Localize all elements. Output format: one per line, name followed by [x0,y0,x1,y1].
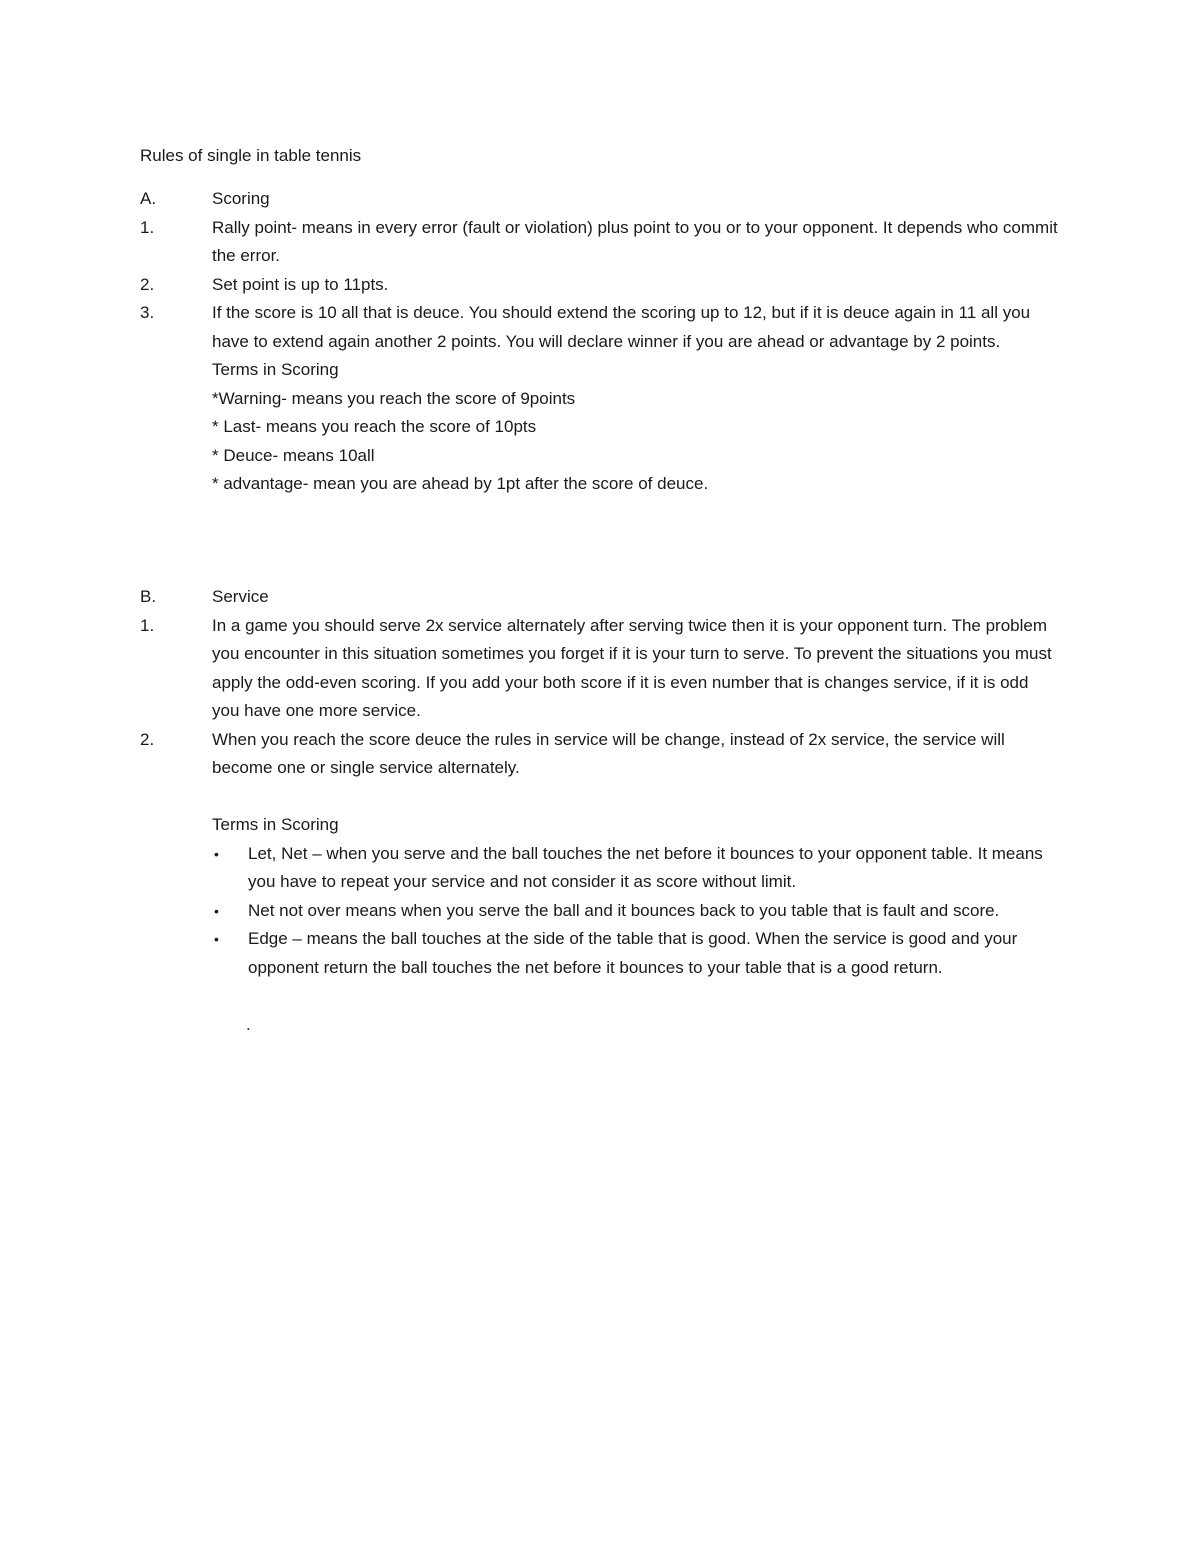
blank-line [140,982,1060,1011]
section-heading-row [140,583,1060,612]
term-line: * Deuce- means 10all [212,445,375,465]
list-item-number: 2. [140,274,155,294]
list-item [140,612,1060,726]
blank-line [140,783,1060,812]
bullet-item [140,840,1060,897]
bullet-text: Let, Net – when you serve and the ball touches the net before it bounces to your opponent table. It means you have to repeat your service and not consider it as score without limit. [248,843,1043,891]
list-item [140,726,1060,783]
list-item [140,271,1060,300]
list-item-number: 2. [140,729,155,749]
terms-heading: Terms in Scoring [212,360,339,379]
bullet-icon: • [214,845,219,862]
bullet-item [140,897,1060,926]
section-service [140,583,1060,1039]
bullet-item [140,925,1060,982]
bullet-icon: • [214,931,219,947]
list-item-number: 1. [140,615,155,635]
section-heading: Scoring [212,189,270,208]
list-item-number: 1. [140,217,155,237]
bullet-icon: • [214,902,219,919]
bullet-text: Net not over means when you serve the ball and it bounces back to you table that is fault and score. [248,900,1000,920]
list-item [140,214,1060,271]
terms-heading: Terms in Scoring [212,815,339,834]
section-marker: B. [140,587,157,606]
section-heading: Service [212,587,269,606]
term-line: * advantage- mean you are ahead by 1pt after the score of deuce. [212,474,709,493]
list-item-text: If the score is 10 all that is deuce. You should extend the scoring up to 12, but if it is deuce again in 11 all you have to extend again another 2 points. You will declare winner if you are ahead or advantage by 2 points. [212,303,1031,351]
term-line: *Warning- means you reach the score of 9points [212,388,576,408]
section-heading-row [140,185,1060,214]
list-item [140,299,1060,356]
list-item-number: 3. [140,303,155,322]
list-item-text: In a game you should serve 2x service alternately after serving twice then it is your opponent turn. The problem you encounter in this situation sometimes you forget if it is your turn to serve. To prevent the situations you must apply the odd-even scoring. If you add your both score if it is even number that is changes service, if it is odd you have one more service. [212,615,1052,720]
trailing-period: . [246,1014,251,1034]
section-marker: A. [140,189,157,208]
bullet-text: Edge – means the ball touches at the side of the table that is good. When the service is good and your opponent return the ball touches the net before it bounces to your table that is a good return. [248,929,1018,977]
section-scoring [140,185,1060,499]
list-item-text: When you reach the score deuce the rules in service will be change, instead of 2x service, the service will become one or single service alternately. [212,729,1005,777]
list-item-text: Set point is up to 11pts. [212,274,389,294]
term-line: * Last- means you reach the score of 10pts [212,417,537,436]
list-item-text: Rally point- means in every error (fault or violation) plus point to you or to your opponent. It depends who commit the error. [212,217,1058,265]
document-title: Rules of single in table tennis [140,146,362,165]
